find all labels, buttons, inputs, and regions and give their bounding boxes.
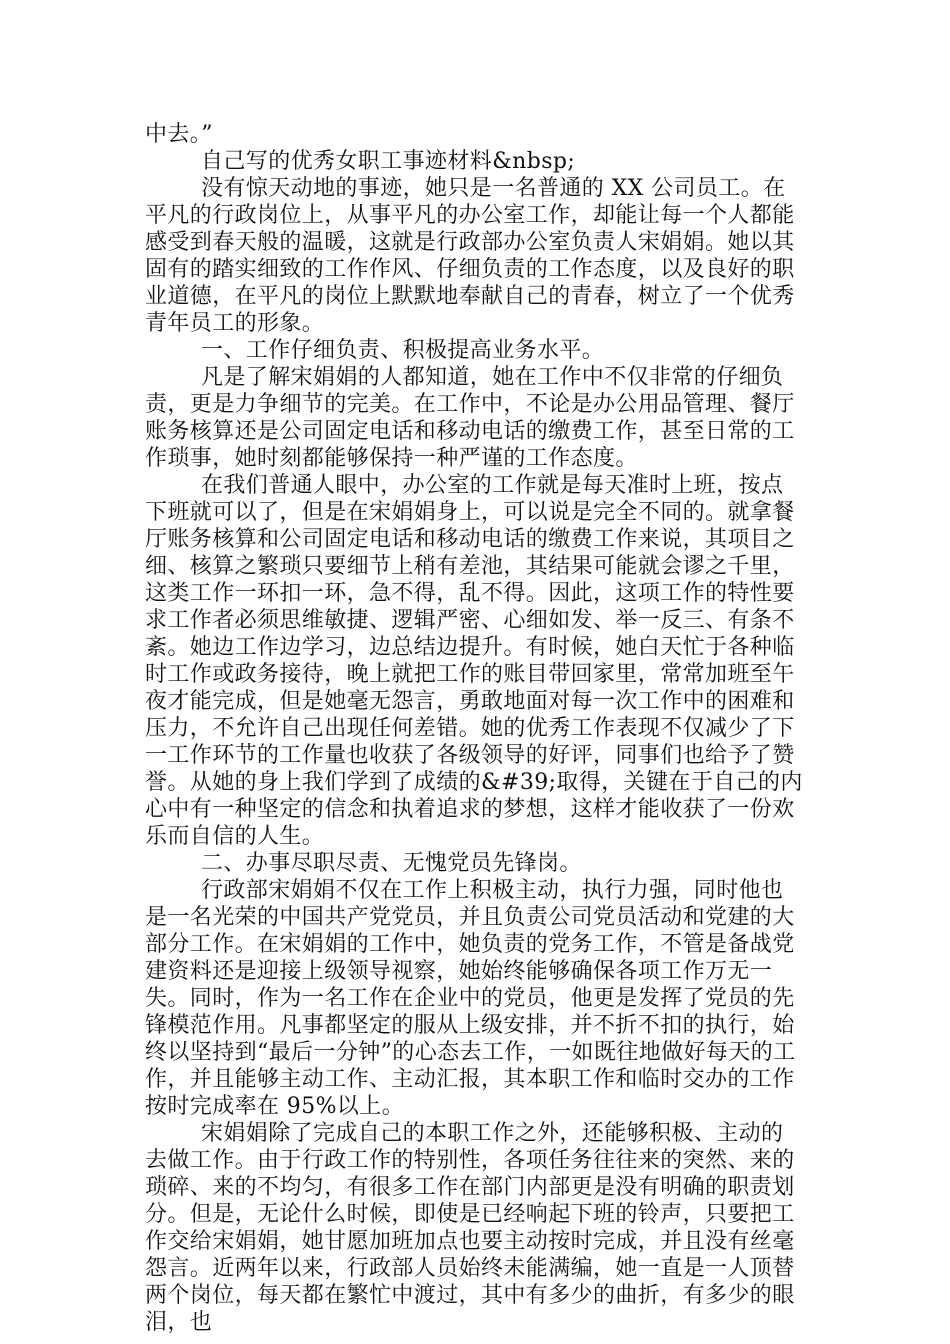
section-heading-2: 二、办事尽职尽责、无愧党员先锋岗。 — [201, 851, 582, 876]
paragraph-section2-a: 行政部宋娟娟不仅在工作上积极主动，执行力强，同时他也是一名光荣的中国共产党党员，并且负责公司党员活动和党建的大部分工作。在宋娟娟的工作中，她负责的党务工作，不管是备战党建资料还是迎接上级领导视察，她始终能够确保各项工作万无一失。同时，作为一名工作在企业中的党员，他更是发挥了党员的先锋模范作用。凡事都坚定的服从上级安排，并不折不扣的执行，始终以坚持到“最后一分钟”的心态去工作，一如既往地做好每天的工作，并且能够主动工作、主动汇报，其本职工作和临时交办的工作按时完成率在 95%以上。 — [145, 878, 796, 1119]
paragraph-section1-a: 凡是了解宋娟娟的人都知道，她在工作中不仅非常的仔细负责，更是力争细节的完美。在工作中，不论是办公用品管理、餐厅账务核算还是公司固定电话和移动电话的缴费工作，甚至日常的工作琐事，她时刻都能够保持一种严谨的工作态度。 — [145, 365, 795, 471]
paragraph-section2-b: 宋娟娟除了完成自己的本职工作之外，还能够积极、主动的去做工作。由于行政工作的特别性，各项任务往往来的突然、来的琐碎、来的不均匀，有很多工作在部门内部更是没有明确的职责划分。但是，无论什么时候，即使是已经响起下班的铃声，只要把工作交给宋娟娟，她甘愿加班加点也要主动按时完成，并且没有丝毫怨言。近两年以来，行政部人员始终未能满编，她一直是一人顶替两个岗位，每天都在繁忙中渡过，其中有多少的曲折，有多少的眼泪，也 — [145, 1121, 795, 1335]
document-title: 自己写的优秀女职工事迹材料&nbsp; — [201, 149, 576, 174]
document-body — [145, 121, 805, 1336]
paragraph-section1-b: 在我们普通人眼中，办公室的工作就是每天准时上班，按点下班就可以了，但是在宋娟娟身上，可以说是完全不同的。就拿餐厅账务核算和公司固定电话和移动电话的缴费工作来说，其项目之细、核算之繁琐只要细节上稍有差池，其结果可能就会谬之千里，这类工作一环扣一环，急不得，乱不得。因此，这项工作的特性要求工作者必须思维敏捷、逻辑严密、心细如发、举一反三、有条不紊。她边工作边学习，边总结边提升。有时候，她白天忙于各种临时工作或政务接待，晚上就把工作的账目带回家里，常常加班至午夜才能完成，但是她毫无怨言，勇敢地面对每一次工作中的困难和压力，不允许自己出现任何差错。她的优秀工作表现不仅减少了下一工作环节的工作量也收获了各级领导的好评，同事们也给予了赞誉。从她的身上我们学到了成绩的&#39;取得，关键在于自己的内心中有一种坚定的信念和执着追求的梦想，这样才能收获了一份欢乐而自信的人生。 — [145, 473, 803, 849]
paragraph-continuation: 中去。” — [145, 122, 213, 147]
section-heading-1: 一、工作仔细负责、积极提高业务水平。 — [201, 338, 605, 363]
paragraph-intro: 没有惊天动地的事迹，她只是一名普通的 XX 公司员工。在平凡的行政岗位上，从事平凡的办公室工作，却能让每一个人都能感受到春天般的温暖，这就是行政部办公室负责人宋娟娟。她以其固有的踏实细致的工作作风、仔细负责的工作态度，以及良好的职业道德，在平凡的岗位上默默地奉献自己的青春，树立了一个优秀青年员工的形象。 — [145, 176, 795, 336]
